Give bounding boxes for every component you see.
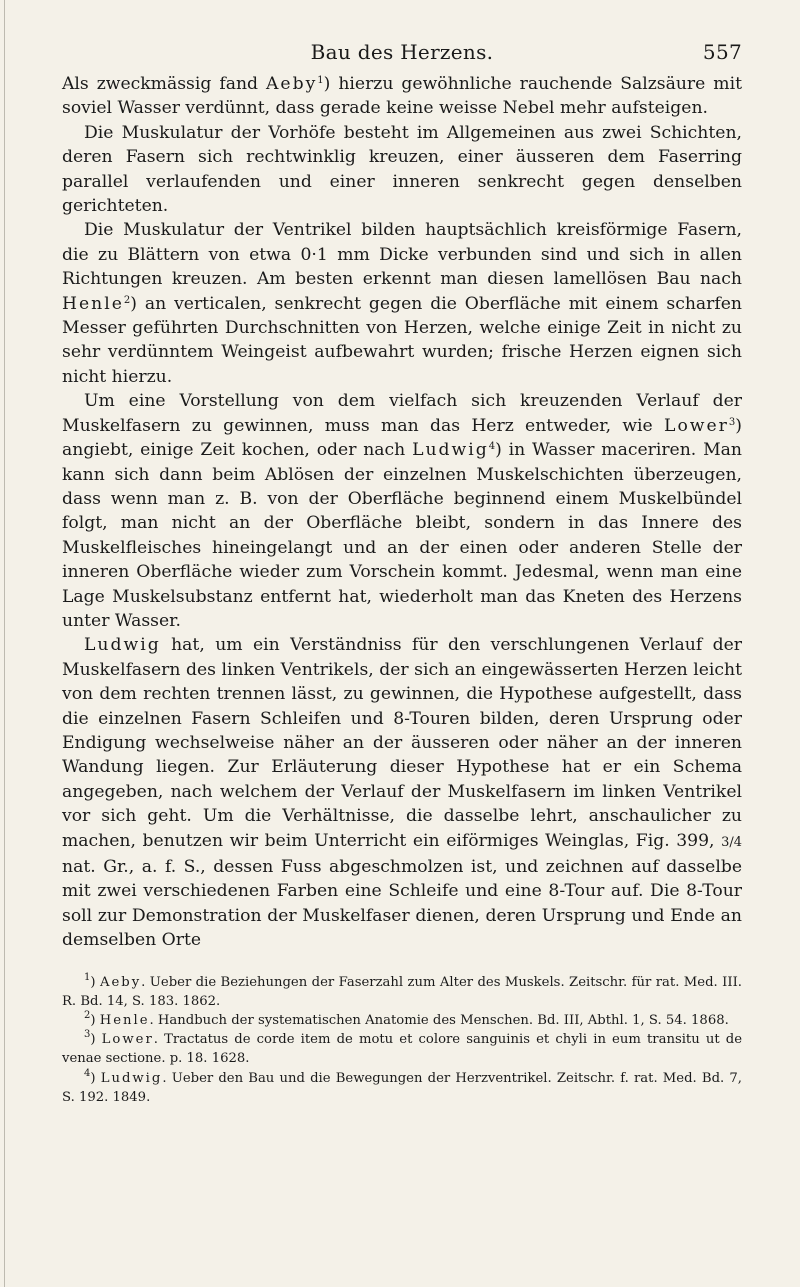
footnote: $^1$) Aeby. Ueber die Beziehungen der Faserzahl zum Alter des Muskels. Zeitschr. für rat. Med. III. R. Bd. 14, S. 183. 1862.: [62, 971, 742, 1009]
fraction: 3/4: [721, 834, 742, 850]
paragraph: [62, 389, 742, 633]
paragraph: [62, 121, 742, 219]
text-run: Als zweckmässig fand: [62, 74, 266, 94]
author-name: Aeby: [266, 74, 318, 94]
text-run: ) hierzu gewöhnliche rauchende Salzsäure mit soviel Wasser verdünnt, dass gerade keine weisse Nebel mehr aufsteigen.: [62, 74, 742, 119]
footnote-author: Ludwig: [100, 1070, 163, 1086]
text-run: Um eine Vorstellung von dem vielfach sich kreuzenden Verlauf der Muskelfasern zu gewinnen, muss man das Herz entweder, wie: [62, 391, 742, 436]
footnote-reference: 1: [317, 75, 324, 86]
footnote-text: . Ueber die Beziehungen der Faserzahl zum Alter des Muskels. Zeitschr. für rat. Med. III. R. Bd. 14, S. 183. 1862.: [62, 974, 742, 1009]
author-name: Lower: [664, 415, 729, 436]
text-run: ) in Wasser maceriren. Man kann sich dann beim Ablösen der einzelnen Muskelschichten überzeugen, dass wenn man z. B. von der Oberfläche beginnend einem Muskelbündel folgt, man nicht an der Oberfläche bleibt, sondern in das Innere des Muskelfleisches hineingelangt und an der einen oder anderen Stelle der inneren Oberfläche wieder zum Vorschein kommt. Jedesmal, wenn man eine Lage Muskelsubstanz entfernt hat, wiederholt man das Kneten des Herzens unter Wasser.: [62, 440, 742, 631]
author-name: Henle: [62, 293, 124, 314]
text-run: hat, um ein Verständniss für den verschlungenen Verlauf der Muskelfasern des linken Ventrikels, der sich an eingewässerten Herzen leicht von dem rechten trennen lässt, zu gewinnen, die Hypothese aufgestellt, dass die einzelnen Fasern Schleifen und 8-Touren bilden, deren Ursprung oder Endigung wechselweise näher an der äusseren oder näher an der inneren Wandung liegen. Zur Erläuterung dieser Hypothese hat er ein Schema angegeben, nach welchem der Verlauf der Muskelfasern im linken Ventrikel vor sich geht. Um die Verhältnisse, die dasselbe lehrt, anschaulicher zu machen, benutzen wir beim Unterricht ein eiförmiges Weinglas, Fig. 399,: [62, 635, 742, 851]
footnote-mark: 1: [84, 971, 91, 983]
footnote-mark: 4: [84, 1067, 91, 1079]
text-run: Die Muskulatur der Ventrikel bilden hauptsächlich kreisförmige Fasern, die zu Blättern von etwa 0·1 mm Dicke verbunden sind und sich in allen Richtungen kreuzen. Am besten erkennt man diesen lamellösen Bau nach: [62, 220, 742, 290]
running-head: [62, 38, 742, 72]
paragraph: [62, 218, 742, 389]
page-edge-line: [4, 0, 5, 1287]
footnote: $^4$) Ludwig. Ueber den Bau und die Bewegungen der Herzventrikel. Zeitschr. f. rat. Med. Bd. 7, S. 192. 1849.: [62, 1067, 742, 1105]
footnote-author: Henle: [99, 1013, 150, 1029]
book-page: [62, 38, 742, 1107]
footnote: $^2$) Henle. Handbuch der systematischen Anatomie des Menschen. Bd. III, Abthl. 1, S. 54. 1868.: [84, 1010, 729, 1029]
footnote-reference: 3: [728, 416, 736, 428]
text-run: nat. Gr., a. f. S., dessen Fuss abgeschmolzen ist, und zeichnen auf dasselbe mit zwei verschiedenen Farben eine Schleife und eine 8-Tour auf. Die 8-Tour soll zur Demonstration der Muskelfaser dienen, deren Ursprung und Ende an demselben Orte: [62, 857, 742, 951]
footnote-text: . Handbuch der systematischen Anatomie des Menschen. Bd. III, Abthl. 1, S. 54. 1868.: [149, 1013, 729, 1029]
footnote-mark: 3: [84, 1029, 91, 1041]
author-name: Ludwig: [412, 440, 489, 461]
paragraph: [62, 633, 742, 952]
text-run: ) angiebt, einige Zeit kochen, oder nach: [62, 415, 742, 461]
author-name: Ludwig: [84, 635, 161, 656]
text-run: ) an verticalen, senkrecht gegen die Oberfläche mit einem scharfen Messer geführten Durchschnitten von Herzen, welche einige Zeit in nicht zu sehr verdünntem Weingeist aufbewahrt wurden; frische Herzen eignen sich nicht hierzu.: [62, 293, 742, 387]
footnote-text: . Ueber den Bau und die Bewegungen der Herzventrikel. Zeitschr. f. rat. Med. Bd. 7, S. 192. 1849.: [62, 1070, 742, 1105]
text-run: Die Muskulatur der Vorhöfe besteht im Allgemeinen aus zwei Schichten, deren Fasern sich rechtwinklig kreuzen, einer äusseren dem Faserring parallel verlaufenden und einer inneren senkrecht gegen denselben gerichteten.: [62, 122, 742, 217]
page-number: 557: [702, 40, 742, 64]
footnote: $^3$) Lower. Tractatus de corde item de motu et colore sanguinis et chyli in eum transitu ut de venae sectione. p. 18. 1628.: [62, 1029, 743, 1067]
body-text: [62, 72, 742, 953]
footnote-reference: 2: [123, 294, 131, 306]
footnote-mark: 2: [84, 1010, 91, 1022]
footnotes: [62, 973, 742, 1107]
running-head-title: Bau des Herzens.: [310, 40, 494, 64]
paragraph: [62, 72, 742, 121]
footnote-reference: 4: [488, 441, 496, 453]
footnote-author: Lower: [101, 1032, 154, 1048]
footnote-author: Aeby: [99, 974, 142, 990]
footnote-text: . Tractatus de corde item de motu et colore sanguinis et chyli in eum transitu ut de venae sectione. p. 18. 1628.: [62, 1032, 743, 1067]
